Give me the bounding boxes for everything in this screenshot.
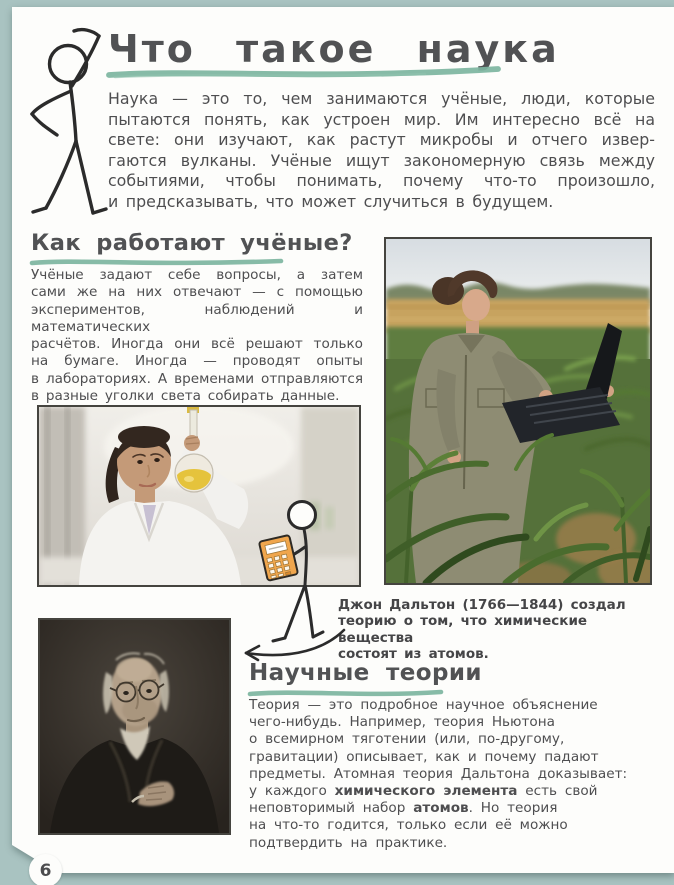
- page-title: Что такое наука: [108, 27, 560, 71]
- cornfield-photo-art: [386, 239, 650, 583]
- dalton-caption: [338, 597, 638, 663]
- text-line: Теория — это подробное научное объяснение: [249, 697, 598, 713]
- lab-photo-art: [39, 407, 359, 585]
- text-line: Учёные задают себе вопросы, а затем: [31, 267, 363, 283]
- text-line: экспериментов, наблюдений и математических: [31, 301, 363, 335]
- text-line: гаются вулканы. Учёные ищут закономерную связь между: [108, 150, 655, 170]
- text-line: расчётов. Иногда они всё решают только: [31, 336, 363, 353]
- section-heading-scientific-theories: Научные теории: [249, 660, 482, 686]
- text-line: предметы. Атомная теория Дальтона доказывает:: [249, 765, 628, 782]
- text-line: на бумаге. Иногда — проводят опыты: [31, 353, 363, 370]
- page-number: 6: [39, 860, 52, 881]
- text-line: Наука — это то, чем занимаются учёные, люди, которые: [108, 89, 655, 108]
- photo-scientist-lab-flask: [37, 405, 361, 587]
- text-line: пытаются понять, как устроен мир. Им интересно всё на: [108, 109, 655, 129]
- intro-paragraph: [108, 89, 655, 213]
- text-line: состоят из атомов.: [338, 646, 489, 663]
- text-line: чего-нибудь. Например, теория Ньютона: [249, 714, 555, 731]
- text-line: в лабораториях. А временами отправляются: [31, 370, 363, 387]
- theories-paragraph: [249, 697, 634, 852]
- text-line: у каждого химического элемента есть свой: [249, 783, 598, 800]
- dalton-portrait-art: [40, 620, 229, 833]
- text-line: Джон Дальтон (1766—1844) создал: [338, 597, 626, 613]
- portrait-john-dalton: [38, 618, 231, 835]
- how-scientists-work-paragraph: [31, 267, 363, 405]
- section-heading-how-scientists-work: Как работают учёные?: [31, 230, 353, 256]
- text-line: свете: они изучают, как растут микробы и отчего извер-: [108, 130, 655, 150]
- text-line: и предсказывать, что может случиться в будущем.: [108, 191, 554, 211]
- text-line: сами же на них отвечают — с помощью: [31, 284, 363, 301]
- text-line: теорию о том, что химические вещества: [338, 613, 588, 646]
- text-line: событиями, чтобы понимать, почему что-то произошло,: [108, 171, 655, 191]
- text-line: в разные уголки света собирать данные.: [31, 388, 340, 405]
- text-line: подтвердить на практике.: [249, 834, 448, 851]
- text-line: гравитации) описывает, как и почему падают: [249, 748, 599, 765]
- text-line: неповторимый набор атомов. Но теория: [249, 800, 558, 817]
- photo-researcher-cornfield-laptop: [384, 237, 652, 585]
- text-line: на что-то годится, только если её можно: [249, 817, 568, 834]
- text-line: о всемирном тяготении (или, по-другому,: [249, 731, 565, 748]
- page-number-badge: [29, 854, 62, 885]
